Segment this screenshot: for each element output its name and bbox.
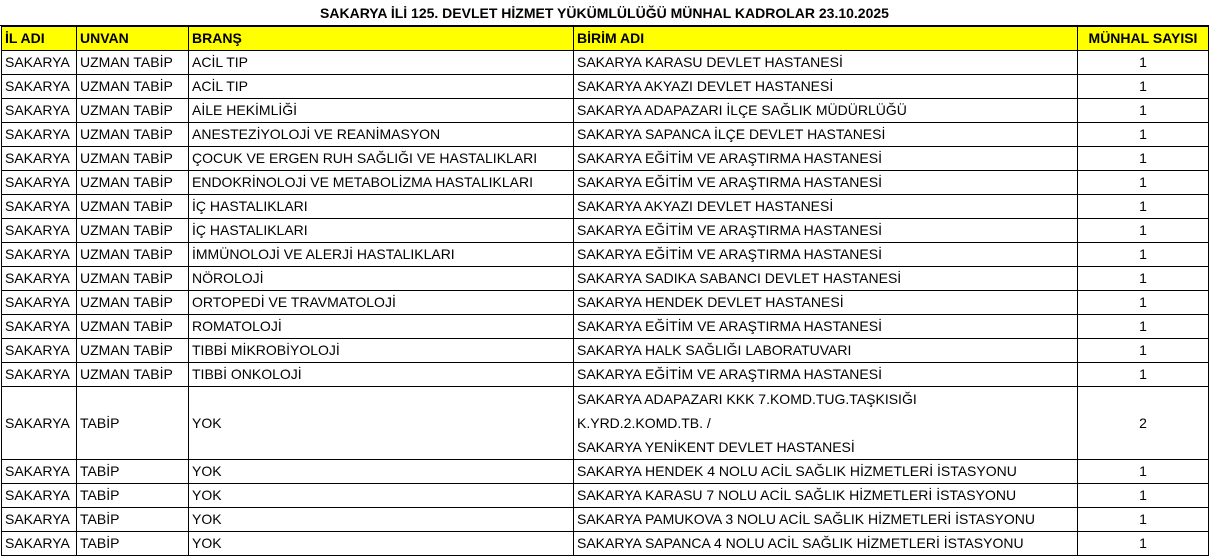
birim-line: K.YRD.2.KOMD.TB. / bbox=[577, 415, 711, 431]
birim-line: SAKARYA EĞİTİM VE ARAŞTIRMA HASTANESİ bbox=[577, 174, 882, 190]
cell-birim-adi bbox=[574, 267, 1078, 291]
cell-unvan: UZMAN TABİP bbox=[77, 243, 189, 267]
birim-line: SAKARYA HENDEK 4 NOLU ACİL SAĞLIK HİZMETLERİ İSTASYONU bbox=[577, 463, 1017, 479]
cell-birim-adi bbox=[574, 147, 1078, 171]
birim-line: SAKARYA KARASU 7 NOLU ACİL SAĞLIK HİZMETLERİ İSTASYONU bbox=[577, 487, 1017, 503]
cell-il-adi: SAKARYA bbox=[2, 195, 77, 219]
cell-unvan: UZMAN TABİP bbox=[77, 267, 189, 291]
cell-il-adi: SAKARYA bbox=[2, 219, 77, 243]
header-birim-adi: BİRİM ADI bbox=[574, 27, 1078, 51]
cell-unvan: UZMAN TABİP bbox=[77, 75, 189, 99]
cell-il-adi: SAKARYA bbox=[2, 460, 77, 484]
table-row bbox=[2, 243, 1209, 267]
cell-birim-adi bbox=[574, 291, 1078, 315]
cell-il-adi: SAKARYA bbox=[2, 508, 77, 532]
cell-il-adi: SAKARYA bbox=[2, 243, 77, 267]
table-row bbox=[2, 532, 1209, 556]
cell-unvan: UZMAN TABİP bbox=[77, 51, 189, 75]
cell-brans: ACİL TIP bbox=[189, 51, 574, 75]
cell-brans: ANESTEZİYOLOJİ VE REANİMASYON bbox=[189, 123, 574, 147]
cell-brans: İÇ HASTALIKLARI bbox=[189, 219, 574, 243]
cell-brans: ORTOPEDİ VE TRAVMATOLOJİ bbox=[189, 291, 574, 315]
birim-line: SAKARYA EĞİTİM VE ARAŞTIRMA HASTANESİ bbox=[577, 246, 882, 262]
cell-birim-adi bbox=[574, 75, 1078, 99]
birim-line: SAKARYA HALK SAĞLIĞI LABORATUVARI bbox=[577, 342, 852, 358]
cell-il-adi: SAKARYA bbox=[2, 387, 77, 460]
cell-il-adi: SAKARYA bbox=[2, 171, 77, 195]
birim-line: SAKARYA EĞİTİM VE ARAŞTIRMA HASTANESİ bbox=[577, 222, 882, 238]
header-il-adi: İL ADI bbox=[2, 27, 77, 51]
cell-unvan: TABİP bbox=[77, 508, 189, 532]
cell-munhal-sayisi: 1 bbox=[1078, 147, 1209, 171]
table-row bbox=[2, 99, 1209, 123]
birim-line: SAKARYA PAMUKOVA 3 NOLU ACİL SAĞLIK HİZMETLERİ İSTASYONU bbox=[577, 511, 1035, 527]
cell-il-adi: SAKARYA bbox=[2, 532, 77, 556]
table-row bbox=[2, 508, 1209, 532]
cell-munhal-sayisi: 1 bbox=[1078, 508, 1209, 532]
cell-birim-adi bbox=[574, 219, 1078, 243]
cell-munhal-sayisi: 1 bbox=[1078, 243, 1209, 267]
cell-munhal-sayisi: 1 bbox=[1078, 484, 1209, 508]
cell-brans: ROMATOLOJİ bbox=[189, 315, 574, 339]
cell-brans: YOK bbox=[189, 460, 574, 484]
cell-unvan: UZMAN TABİP bbox=[77, 291, 189, 315]
table-row bbox=[2, 315, 1209, 339]
cell-brans: NÖROLOJİ bbox=[189, 267, 574, 291]
cell-brans: AİLE HEKİMLİĞİ bbox=[189, 99, 574, 123]
cell-unvan: UZMAN TABİP bbox=[77, 219, 189, 243]
cell-munhal-sayisi: 1 bbox=[1078, 195, 1209, 219]
table-row bbox=[2, 147, 1209, 171]
birim-line: SAKARYA SAPANCA İLÇE DEVLET HASTANESİ bbox=[577, 126, 886, 142]
cell-il-adi: SAKARYA bbox=[2, 75, 77, 99]
birim-line: SAKARYA SADIKA SABANCI DEVLET HASTANESİ bbox=[577, 270, 902, 286]
cell-il-adi: SAKARYA bbox=[2, 99, 77, 123]
cell-unvan: TABİP bbox=[77, 460, 189, 484]
table-row bbox=[2, 171, 1209, 195]
cell-birim-adi bbox=[574, 339, 1078, 363]
cell-munhal-sayisi: 1 bbox=[1078, 99, 1209, 123]
cell-munhal-sayisi: 1 bbox=[1078, 460, 1209, 484]
birim-line: SAKARYA YENİKENT DEVLET HASTANESİ bbox=[577, 439, 855, 455]
cell-unvan: TABİP bbox=[77, 387, 189, 460]
birim-line: SAKARYA SAPANCA 4 NOLU ACİL SAĞLIK HİZMETLERİ İSTASYONU bbox=[577, 535, 1024, 551]
cell-unvan: UZMAN TABİP bbox=[77, 339, 189, 363]
cell-munhal-sayisi: 1 bbox=[1078, 339, 1209, 363]
table-row bbox=[2, 75, 1209, 99]
table-body bbox=[2, 51, 1209, 556]
cell-birim-adi bbox=[574, 387, 1078, 460]
cell-il-adi: SAKARYA bbox=[2, 291, 77, 315]
cell-munhal-sayisi: 1 bbox=[1078, 219, 1209, 243]
cell-birim-adi bbox=[574, 315, 1078, 339]
cell-birim-adi bbox=[574, 243, 1078, 267]
cell-birim-adi bbox=[574, 195, 1078, 219]
cell-brans: ÇOCUK VE ERGEN RUH SAĞLIĞI VE HASTALIKLARI bbox=[189, 147, 574, 171]
cell-brans: YOK bbox=[189, 484, 574, 508]
cell-birim-adi bbox=[574, 171, 1078, 195]
cell-brans: ACİL TIP bbox=[189, 75, 574, 99]
header-row bbox=[2, 27, 1209, 51]
cell-brans: YOK bbox=[189, 508, 574, 532]
birim-line: SAKARYA ADAPAZARI İLÇE SAĞLIK MÜDÜRLÜĞÜ bbox=[577, 102, 907, 118]
cell-unvan: UZMAN TABİP bbox=[77, 315, 189, 339]
cell-il-adi: SAKARYA bbox=[2, 339, 77, 363]
cell-munhal-sayisi: 1 bbox=[1078, 315, 1209, 339]
vacancy-table bbox=[1, 26, 1209, 556]
birim-line: SAKARYA EĞİTİM VE ARAŞTIRMA HASTANESİ bbox=[577, 150, 882, 166]
cell-brans: TIBBİ MİKROBİYOLOJİ bbox=[189, 339, 574, 363]
table-row bbox=[2, 387, 1209, 460]
table-row bbox=[2, 484, 1209, 508]
cell-unvan: UZMAN TABİP bbox=[77, 123, 189, 147]
header-munhal-sayisi: MÜNHAL SAYISI bbox=[1078, 27, 1209, 51]
table-row bbox=[2, 51, 1209, 75]
cell-munhal-sayisi: 1 bbox=[1078, 291, 1209, 315]
header-brans: BRANŞ bbox=[189, 27, 574, 51]
cell-il-adi: SAKARYA bbox=[2, 484, 77, 508]
header-unvan: UNVAN bbox=[77, 27, 189, 51]
cell-birim-adi bbox=[574, 51, 1078, 75]
cell-il-adi: SAKARYA bbox=[2, 267, 77, 291]
cell-munhal-sayisi: 1 bbox=[1078, 51, 1209, 75]
birim-line: SAKARYA ADAPAZARI KKK 7.KOMD.TUG.TAŞKISIĞI bbox=[577, 391, 917, 407]
cell-birim-adi bbox=[574, 123, 1078, 147]
cell-birim-adi bbox=[574, 508, 1078, 532]
cell-unvan: UZMAN TABİP bbox=[77, 147, 189, 171]
birim-line: SAKARYA HENDEK DEVLET HASTANESİ bbox=[577, 294, 844, 310]
cell-brans: YOK bbox=[189, 532, 574, 556]
cell-birim-adi bbox=[574, 484, 1078, 508]
cell-birim-adi bbox=[574, 363, 1078, 387]
cell-il-adi: SAKARYA bbox=[2, 363, 77, 387]
cell-munhal-sayisi: 2 bbox=[1078, 387, 1209, 460]
cell-il-adi: SAKARYA bbox=[2, 123, 77, 147]
cell-birim-adi bbox=[574, 532, 1078, 556]
sheet-title: SAKARYA İLİ 125. DEVLET HİZMET YÜKÜMLÜLÜĞÜ MÜNHAL KADROLAR 23.10.2025 bbox=[0, 0, 1209, 26]
table-row bbox=[2, 291, 1209, 315]
cell-munhal-sayisi: 1 bbox=[1078, 123, 1209, 147]
cell-unvan: UZMAN TABİP bbox=[77, 99, 189, 123]
table-row bbox=[2, 219, 1209, 243]
cell-munhal-sayisi: 1 bbox=[1078, 267, 1209, 291]
cell-il-adi: SAKARYA bbox=[2, 315, 77, 339]
cell-birim-adi bbox=[574, 99, 1078, 123]
table-row bbox=[2, 195, 1209, 219]
cell-il-adi: SAKARYA bbox=[2, 51, 77, 75]
cell-il-adi: SAKARYA bbox=[2, 147, 77, 171]
table-row bbox=[2, 363, 1209, 387]
table-row bbox=[2, 267, 1209, 291]
birim-line: SAKARYA AKYAZI DEVLET HASTANESİ bbox=[577, 198, 834, 214]
cell-birim-adi bbox=[574, 460, 1078, 484]
birim-line: SAKARYA EĞİTİM VE ARAŞTIRMA HASTANESİ bbox=[577, 318, 882, 334]
cell-unvan: UZMAN TABİP bbox=[77, 363, 189, 387]
cell-brans: İMMÜNOLOJİ VE ALERJİ HASTALIKLARI bbox=[189, 243, 574, 267]
cell-munhal-sayisi: 1 bbox=[1078, 171, 1209, 195]
cell-unvan: UZMAN TABİP bbox=[77, 195, 189, 219]
birim-line: SAKARYA EĞİTİM VE ARAŞTIRMA HASTANESİ bbox=[577, 366, 882, 382]
cell-unvan: UZMAN TABİP bbox=[77, 171, 189, 195]
cell-brans: YOK bbox=[189, 387, 574, 460]
table-row bbox=[2, 460, 1209, 484]
cell-brans: İÇ HASTALIKLARI bbox=[189, 195, 574, 219]
cell-munhal-sayisi: 1 bbox=[1078, 363, 1209, 387]
cell-munhal-sayisi: 1 bbox=[1078, 75, 1209, 99]
cell-munhal-sayisi: 1 bbox=[1078, 532, 1209, 556]
table-row bbox=[2, 339, 1209, 363]
cell-unvan: TABİP bbox=[77, 532, 189, 556]
birim-line: SAKARYA AKYAZI DEVLET HASTANESİ bbox=[577, 78, 834, 94]
cell-brans: TIBBİ ONKOLOJİ bbox=[189, 363, 574, 387]
birim-line: SAKARYA KARASU DEVLET HASTANESİ bbox=[577, 54, 843, 70]
cell-unvan: TABİP bbox=[77, 484, 189, 508]
table-row bbox=[2, 123, 1209, 147]
cell-brans: ENDOKRİNOLOJİ VE METABOLİZMA HASTALIKLARI bbox=[189, 171, 574, 195]
